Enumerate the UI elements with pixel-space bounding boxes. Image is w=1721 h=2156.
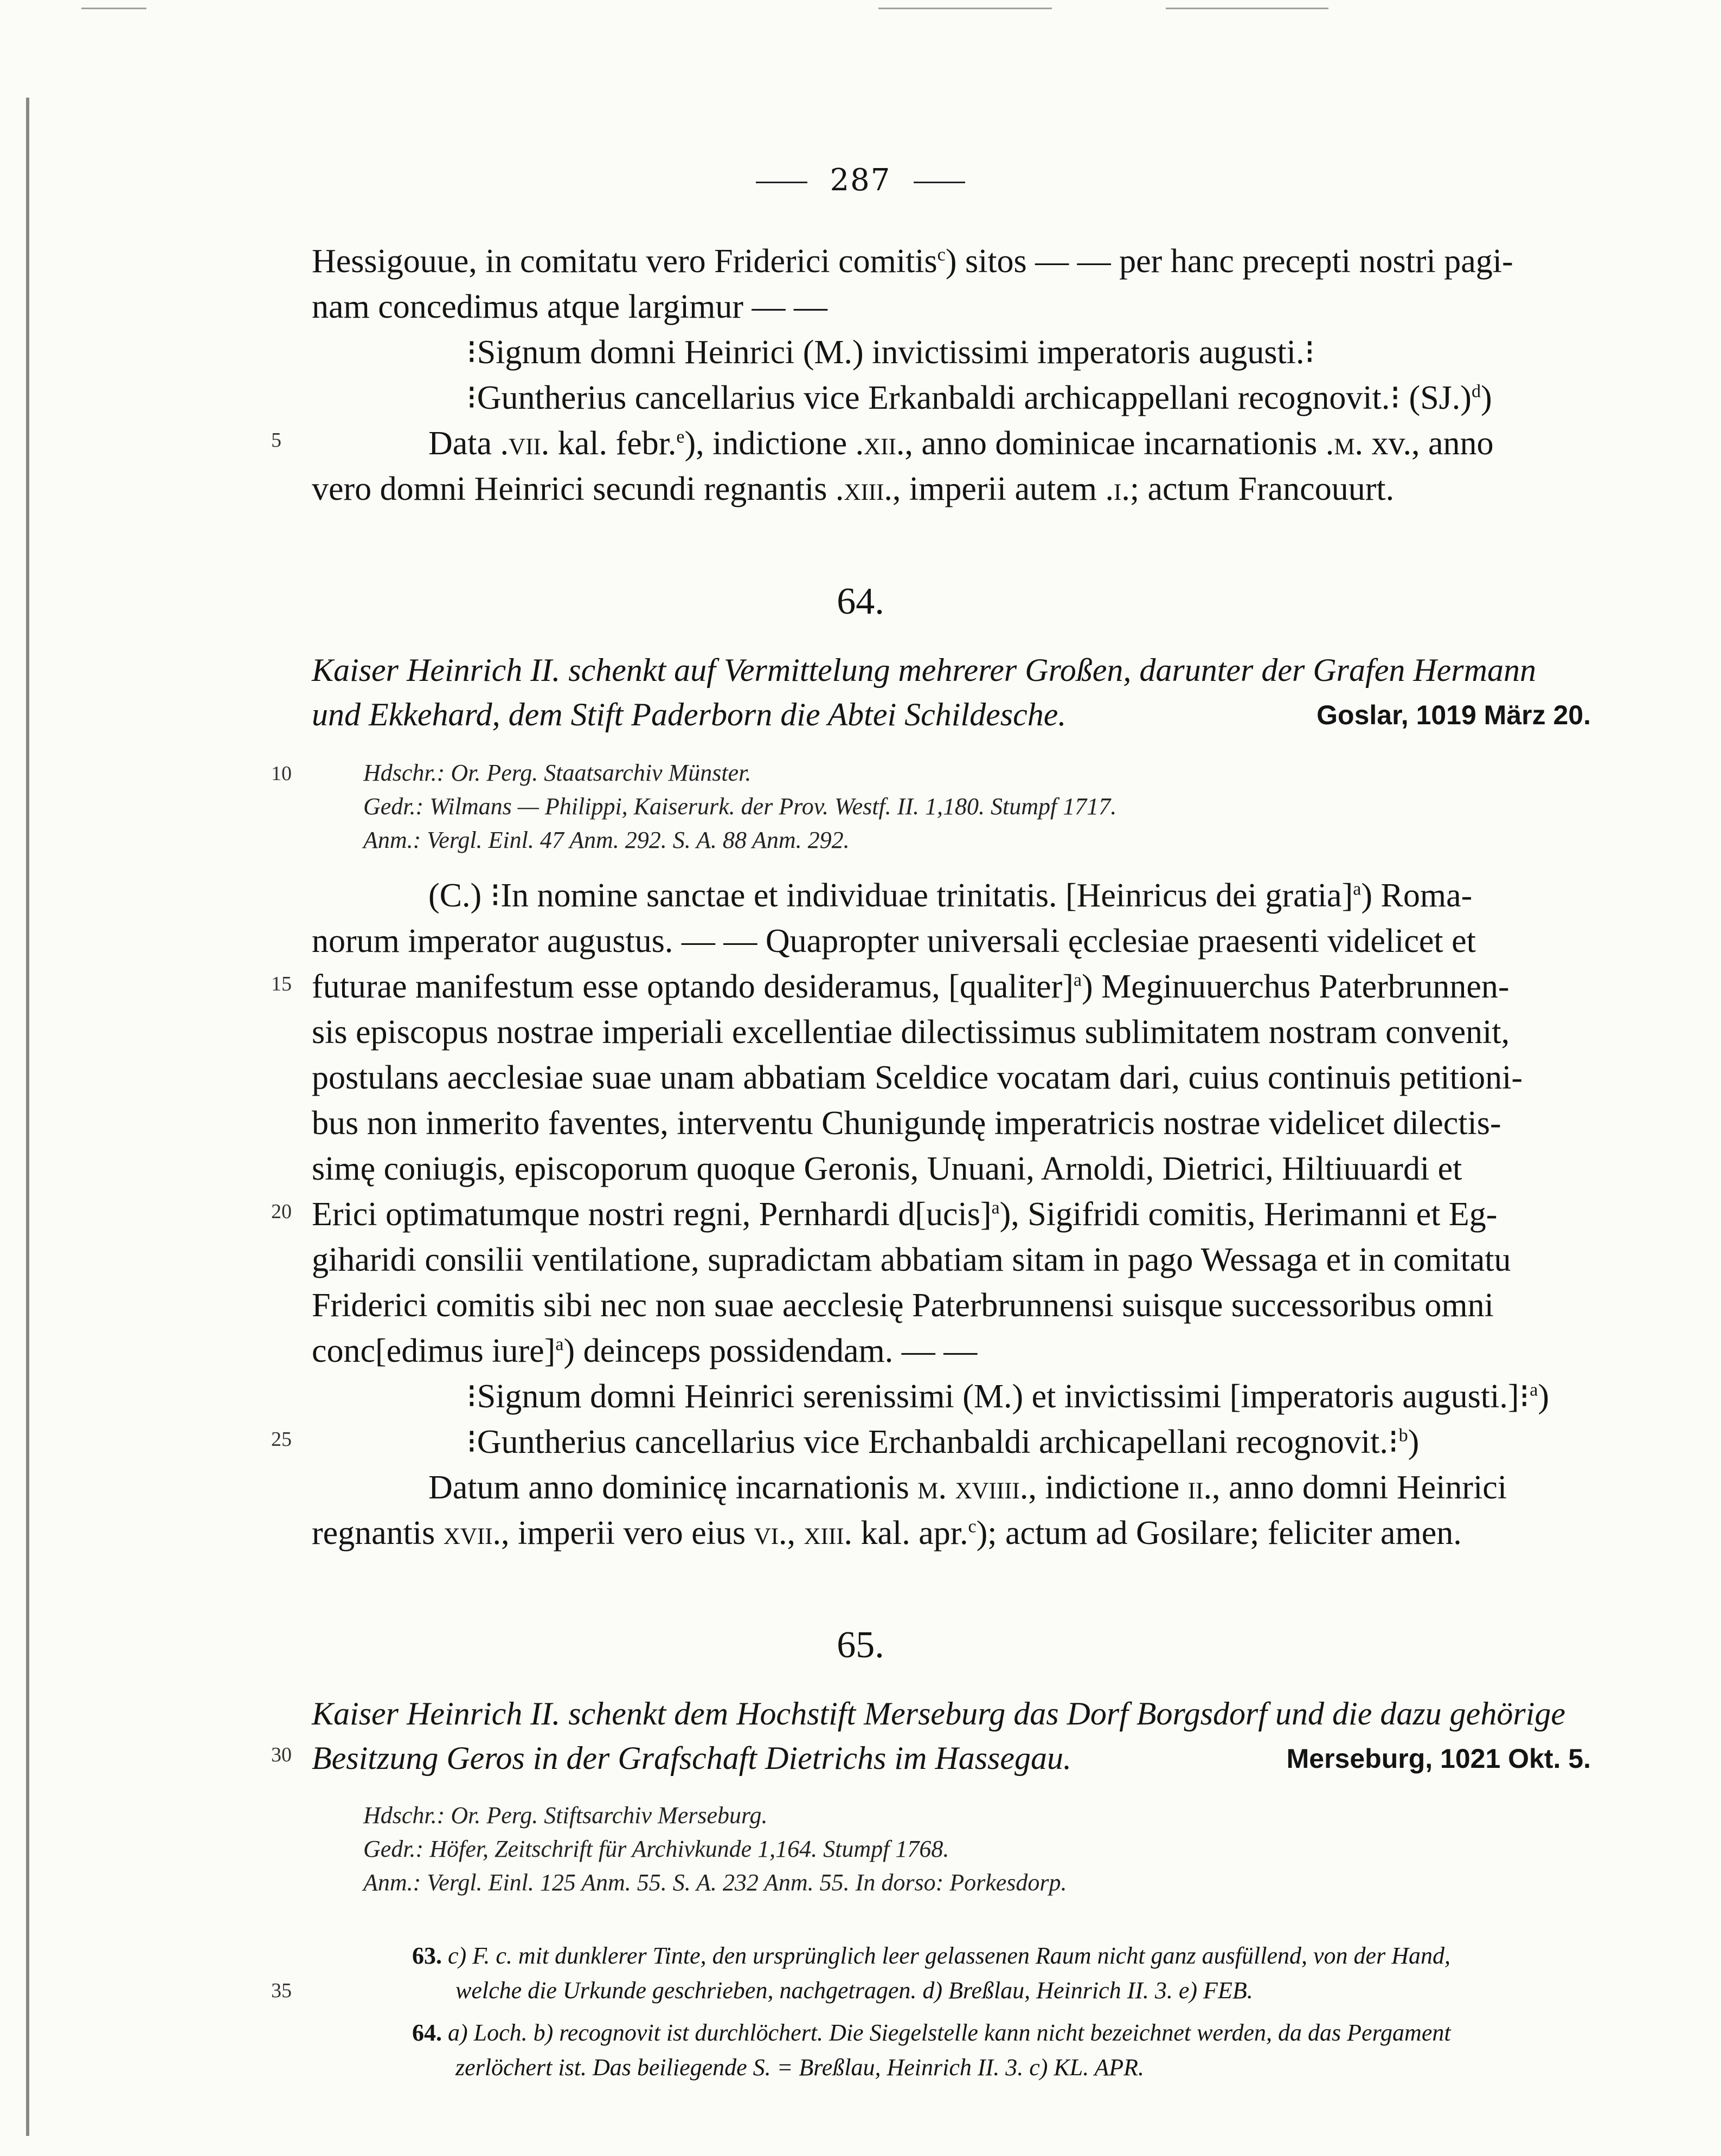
text-line: futurae manifestum esse optando desideramus, [qualiter]$^a$) Meginuuerchus Paterbrunnen-: [312, 968, 1510, 1005]
text-line: conc[edimus iure]$^a$) deinceps possidendam. — —: [312, 1333, 978, 1369]
scan-artifact: [81, 8, 146, 9]
print-info: Gedr.: Wilmans — Philippi, Kaiserurk. der Prov. Westf. II. 1,180. Stumpf 1717.: [363, 793, 1117, 820]
text-line: sis episcopus nostrae imperiali excellentiae dilectissimus sublimitatem nostram convenit,: [312, 1014, 1510, 1051]
manuscript-info: Hdschr.: Or. Perg. Staatsarchiv Münster.: [363, 760, 752, 786]
text-line: norum imperator augustus. — — Quapropter universali ęcclesiae praesenti videlicet et: [312, 923, 1476, 960]
scan-artifact: [878, 8, 1052, 9]
dating-line: Datum anno dominicę incarnationis m. xviiii., indictione ii., anno domni Heinrici: [428, 1469, 1507, 1506]
footnote-64-cont: zerlöchert ist. Das beiliegende S. = Breßlau, Heinrich II. 3. c) KL. APR.: [455, 2054, 1145, 2081]
text-line: bus non inmerito faventes, interventu Chunigundę imperatricis nostrae videlicet dilectis-: [312, 1105, 1501, 1142]
line-number: 5: [271, 429, 281, 452]
text-line: nam concedimus atque largimur — —: [312, 288, 828, 325]
text-line: giharidi consilii ventilatione, supradictam abbatiam sitam in pago Wessaga et in comitatu: [312, 1241, 1511, 1278]
text-line: regnantis xvii., imperii vero eius vi., xiii. kal. apr.$^c$); actum ad Gosilare; feliciter amen.: [312, 1515, 1462, 1552]
regest-line: Besitzung Geros in der Grafschaft Dietrichs im Hassegau.: [312, 1740, 1072, 1776]
dating-line: Data .vii. kal. febr.$^e$), indictione .xii., anno dominicae incarnationis .m. xv., anno: [428, 425, 1494, 462]
page-binding-edge: [26, 98, 29, 2136]
footnote-64: 64. a) Loch. b) recognovit ist durchlöchert. Die Siegelstelle kann nicht bezeichnet werden, da das Pergament: [412, 2019, 1451, 2046]
remark-info: Anm.: Vergl. Einl. 125 Anm. 55. S. A. 232 Anm. 55. In dorso: Porkesdorp.: [363, 1869, 1067, 1896]
regest-line: Kaiser Heinrich II. schenkt dem Hochstift Merseburg das Dorf Borgsdorf und die dazu gehörige: [312, 1696, 1565, 1732]
regest-line: Kaiser Heinrich II. schenkt auf Vermittelung mehrerer Großen, darunter der Grafen Hermann: [312, 652, 1536, 688]
signum-line: ⁝Signum domni Heinrici serenissimi (M.) et invictissimi [imperatoris augusti.]⁝$^a$): [466, 1378, 1549, 1415]
line-number: 30: [271, 1743, 292, 1766]
line-number: 25: [271, 1428, 292, 1451]
text-line: Erici optimatumque nostri regni, Pernhardi d[ucis]$^a$), Sigifridi comitis, Herimanni et Eg-: [312, 1196, 1498, 1233]
line-number: 10: [271, 762, 292, 785]
print-info: Gedr.: Höfer, Zeitschrift für Archivkunde 1,164. Stumpf 1768.: [363, 1836, 949, 1862]
document-date: Merseburg, 1021 Okt. 5.: [1286, 1743, 1591, 1774]
line-number: 20: [271, 1200, 292, 1223]
signum-line: ⁝Signum domni Heinrici (M.) invictissimi imperatoris augusti.⁝: [466, 334, 1315, 371]
remark-info: Anm.: Vergl. Einl. 47 Anm. 292. S. A. 88 Anm. 292.: [363, 827, 850, 853]
text-line: vero domni Heinrici secundi regnantis .xiii., imperii autem .i.; actum Francouurt.: [312, 471, 1395, 507]
text-line: simę coniugis, episcoporum quoque Geronis, Unuani, Arnoldi, Dietrici, Hiltiuuardi et: [312, 1150, 1462, 1187]
text-line: postulans aecclesiae suae unam abbatiam Sceldice vocatam dari, cuius continuis petitioni-: [312, 1059, 1523, 1096]
manuscript-info: Hdschr.: Or. Perg. Stiftsarchiv Merseburg.: [363, 1802, 768, 1829]
line-number: 35: [271, 1979, 292, 2002]
recognition-line: ⁝Guntherius cancellarius vice Erchanbaldi archicapellani recognovit.⁝$^b$): [466, 1424, 1420, 1460]
document-number: 64.: [837, 581, 884, 622]
document-number: 65.: [837, 1624, 884, 1666]
footnote-63: 63. c) F. c. mit dunklerer Tinte, den ursprünglich leer gelassenen Raum nicht ganz ausfüllend, von der Hand,: [412, 1942, 1450, 1969]
text-line: (C.) ⁝In nomine sanctae et individuae trinitatis. [Heinricus dei gratia]$^a$) Roma-: [428, 877, 1473, 914]
footnote-63-cont: welche die Urkunde geschrieben, nachgetragen. d) Breßlau, Heinrich II. 3. e) FEB.: [455, 1977, 1253, 2004]
scan-artifact: [1166, 8, 1328, 9]
line-number: 15: [271, 973, 292, 995]
text-line: Friderici comitis sibi nec non suae aecclesię Paterbrunnensi suisque successoribus omni: [312, 1287, 1494, 1324]
recognition-line: ⁝Guntherius cancellarius vice Erkanbaldi archicappellani recognovit.⁝ $(SJ.)^d$): [466, 379, 1492, 416]
text-line: Hessigouue, in comitatu vero Friderici comitis$^c$) sitos — — per hanc precepti nostri pagi-: [312, 243, 1513, 280]
document-date: Goslar, 1019 März 20.: [1317, 700, 1591, 730]
regest-line: und Ekkehard, dem Stift Paderborn die Abtei Schildesche.: [312, 697, 1067, 732]
page-number: 287: [0, 163, 1721, 198]
